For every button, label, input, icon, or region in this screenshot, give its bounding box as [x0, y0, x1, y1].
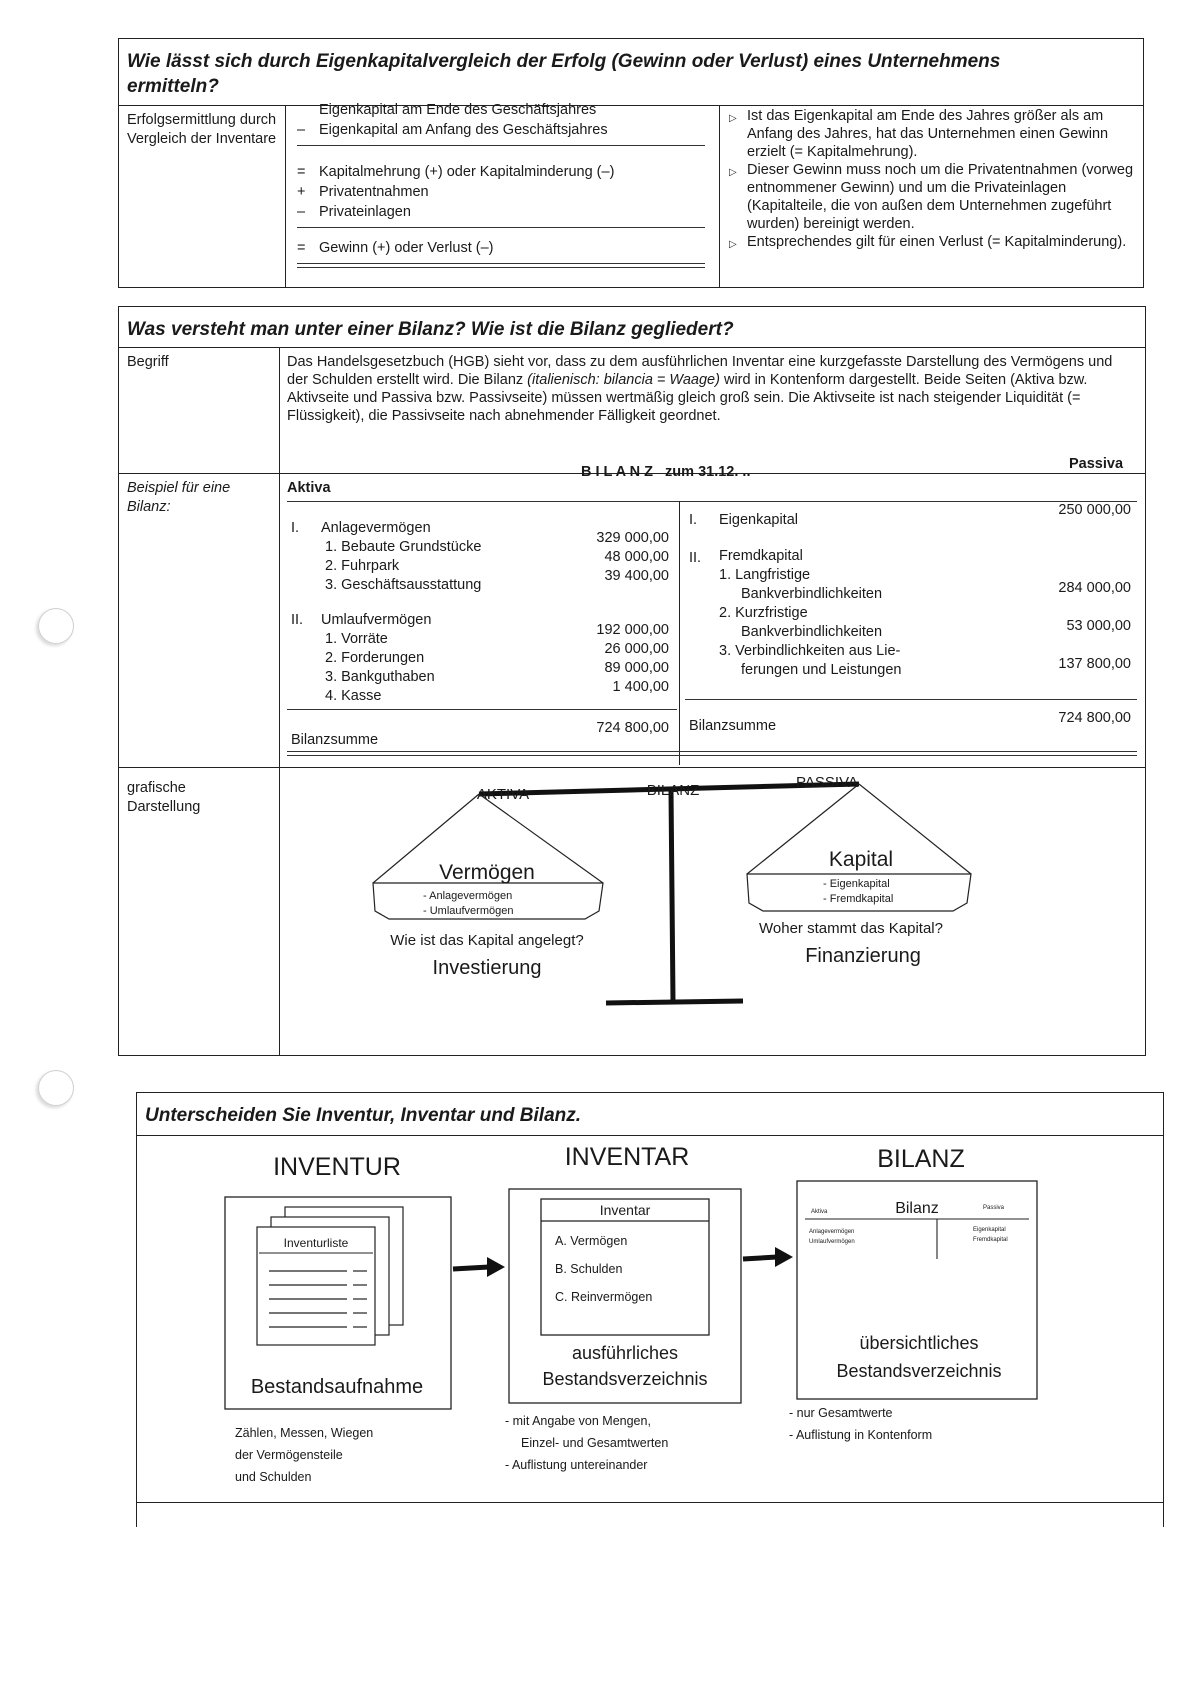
formula-line: Kapitalmehrung (+) oder Kapitalminderung (–): [319, 164, 615, 180]
passiva-value: 250 000,00: [1058, 502, 1131, 518]
mini-bilanz-left-item: Anlagevermögen: [809, 1229, 855, 1235]
diagram-passiva: PASSIVA: [796, 774, 858, 791]
aktiva-sum-label: Bilanzsumme: [291, 732, 379, 748]
passiva-value: 137 800,00: [1058, 656, 1131, 672]
inventur-inventar-bilanz-diagram: [137, 1137, 1161, 1527]
left-pan-item: - Anlagevermögen: [423, 890, 513, 902]
passiva-value: 284 000,00: [1058, 580, 1131, 596]
formula-line: Gewinn (+) oder Verlust (–): [319, 240, 494, 256]
inventar-box-item: A. Vermögen: [555, 1234, 628, 1248]
inventar-caption: Bestandsverzeichnis: [542, 1369, 708, 1389]
mini-bilanz-right-item: Fremdkapital: [973, 1237, 1008, 1243]
inventar-box-title: Inventar: [599, 1202, 651, 1218]
passiva-sum: 724 800,00: [1058, 710, 1131, 726]
row-label-beispiel: Beispiel für eine Bilanz:: [127, 480, 231, 515]
inventur-note: der Vermögensteile: [235, 1448, 343, 1462]
bilanz-caption: übersichtliches: [859, 1333, 979, 1353]
triangle-bullet-icon: ▷: [729, 113, 737, 124]
formula-line: Eigenkapital am Anfang des Geschäftsjahres: [319, 122, 608, 138]
aktiva-value: 192 000,00: [596, 622, 669, 638]
punch-hole-bottom: [38, 1070, 74, 1106]
aktiva-value: 1 400,00: [612, 679, 669, 695]
passiva-item: 1. Langfristige: [719, 567, 811, 583]
mini-bilanz-left-item: Umlaufvermögen: [809, 1239, 855, 1245]
formula-sign: –: [297, 122, 306, 138]
punch-hole-top: [38, 608, 74, 644]
begriff-paragraph: [287, 353, 1137, 425]
aktiva-item: 1. Vorräte: [325, 631, 388, 647]
aktiva-item: 2. Fuhrpark: [325, 558, 400, 574]
section-title: Was versteht man unter einer Bilanz? Wie ist die Bilanz gegliedert?: [127, 319, 734, 340]
mini-bilanz-aktiva: Aktiva: [811, 1209, 828, 1215]
mini-bilanz-right-item: Eigenkapital: [973, 1227, 1006, 1233]
aktiva-sum: 724 800,00: [596, 720, 669, 736]
bilanz-title: B I L A N Z zum 31.12. ..: [581, 464, 751, 480]
aktiva-value: 26 000,00: [604, 641, 669, 657]
passiva-item: ferungen und Leistungen: [741, 662, 902, 678]
passiva-item: 2. Kurzfristige: [719, 605, 808, 621]
aktiva-group: Anlagevermögen: [321, 520, 431, 536]
scale-base: [606, 1001, 743, 1003]
inventar-note: - mit Angabe von Mengen,: [505, 1414, 651, 1428]
aktiva-item: 3. Bankguthaben: [325, 669, 435, 685]
aktiva-item: 3. Geschäftsausstattung: [325, 577, 482, 593]
right-question: Woher stammt das Kapital?: [759, 920, 943, 937]
section-title: Wie lässt sich durch Eigenkapitalvergleich der Erfolg (Gewinn oder Verlust) eines Unternehmens ermitteln?: [127, 51, 1001, 97]
note-item: Dieser Gewinn muss noch um die Privatentnahmen (vorweg entnommener Gewinn) und um die Privateinlagen (Kapitalteile, die von außen dem Unternehmen zugeführt wurden) bereinigt werden.: [747, 162, 1134, 232]
inventurliste-label: Inventurliste: [283, 1236, 349, 1250]
section-bilanz-gliederung: [118, 306, 1146, 1056]
formula-sign: =: [297, 164, 306, 180]
bilanz-note: - nur Gesamtwerte: [789, 1406, 893, 1420]
formula-sign: =: [297, 240, 306, 256]
scale-pillar: [671, 791, 673, 1001]
left-question: Wie ist das Kapital angelegt?: [390, 932, 584, 949]
triangle-bullet-icon: ▷: [729, 167, 737, 178]
passiva-sum-label: Bilanzsumme: [689, 718, 777, 734]
aktiva-value: 48 000,00: [604, 549, 669, 565]
passiva-group-roman: I.: [689, 512, 698, 528]
left-pan-item: - Umlaufvermögen: [423, 905, 514, 917]
inventar-note: - Auflistung untereinander: [505, 1458, 648, 1472]
passiva-item: Bankverbindlichkeiten: [741, 624, 883, 640]
inventar-caption: ausführliches: [571, 1343, 679, 1363]
diagram-bilanz: BILANZ: [646, 782, 700, 799]
aktiva-item: 2. Forderungen: [325, 650, 425, 666]
triangle-bullet-icon: ▷: [729, 239, 737, 250]
aktiva-group-roman: I.: [291, 520, 300, 536]
note-item: Ist das Eigenkapital am Ende des Jahres größer als am Anfang des Jahres, hat das Unternehmen einen Gewinn erzielt (= Kapitalmehrung).: [747, 108, 1109, 160]
inventur-note: Zählen, Messen, Wiegen: [235, 1426, 374, 1440]
bilanz-heading: BILANZ: [877, 1145, 965, 1173]
row-label-begriff: Begriff: [127, 354, 169, 370]
bilanz-passiva-header: Passiva: [1069, 456, 1124, 472]
section-inventur-inventar-bilanz: [136, 1092, 1164, 1527]
mini-bilanz-title: Bilanz: [895, 1200, 939, 1217]
arrow-head-icon: [487, 1257, 505, 1277]
begriff-text-part: wird in Kontenform dargestellt. Beide Seiten (Aktiva bzw. Aktivseite und Passiva bzw. Passivseite) müssen wertmäßig gleich groß sein. Die Aktivseite ist nach steigender Liquidität (= Flüssigkeit), die Passivseite nach abnehmender Fälligkeit geordnet.: [287, 372, 1088, 424]
right-pan-title: Kapital: [828, 848, 894, 871]
bilanz-note: - Auflistung in Kontenform: [789, 1428, 933, 1442]
bilanz-caption: Bestandsverzeichnis: [836, 1361, 1002, 1381]
diagram-aktiva: AKTIVA: [476, 786, 530, 803]
arrow-right-icon: [743, 1257, 777, 1259]
aktiva-group: Umlaufvermögen: [321, 612, 432, 628]
section-erfolgsermittlung: [118, 38, 1144, 288]
inventur-note: und Schulden: [235, 1470, 312, 1484]
balance-scale-diagram: [281, 769, 1141, 1053]
inventar-heading: INVENTAR: [564, 1143, 690, 1171]
passiva-group-roman: II.: [689, 550, 702, 566]
aktiva-item: 1. Bebaute Grundstücke: [325, 539, 482, 555]
begriff-italic-part: (italienisch: bilancia = Waage): [527, 372, 720, 388]
right-caption: Finanzierung: [805, 945, 921, 967]
left-pan-title: Vermögen: [439, 861, 535, 884]
row-label-grafisch: grafische Darstellung: [127, 780, 201, 815]
mini-bilanz-passiva: Passiva: [983, 1205, 1005, 1211]
right-pan-item: - Fremdkapital: [823, 893, 894, 905]
bilanz-aktiva-header: Aktiva: [287, 480, 331, 496]
formula-line: Privateinlagen: [319, 204, 411, 220]
note-item: Entsprechendes gilt für einen Verlust (= Kapitalminderung).: [747, 234, 1127, 250]
left-caption: Investierung: [432, 957, 542, 979]
passiva-group: Fremdkapital: [719, 548, 803, 564]
inventar-box-item: B. Schulden: [555, 1262, 623, 1276]
formula-sign: –: [297, 204, 306, 220]
aktiva-value: 39 400,00: [604, 568, 669, 584]
aktiva-group-roman: II.: [291, 612, 304, 628]
formula-line: Eigenkapital am Ende des Geschäftsjahres: [319, 102, 597, 118]
row-label-erfolgsermittlung: Erfolgsermittlung durch Vergleich der Inventare: [127, 112, 277, 147]
aktiva-value: 89 000,00: [604, 660, 669, 676]
begriff-text-part: Das Handelsgesetzbuch (HGB) sieht vor, dass zu dem ausführlichen Inventar eine kurzgefasste Darstellung des Vermögens und der Schulden erstellt wird. Die Bilanz: [287, 354, 1113, 388]
formula-sign: +: [297, 184, 306, 200]
passiva-item: 3. Verbindlichkeiten aus Lie-: [719, 643, 901, 659]
inventar-note: Einzel- und Gesamtwerten: [521, 1436, 669, 1450]
arrow-head-icon: [775, 1247, 793, 1267]
passiva-item: Bankverbindlichkeiten: [741, 586, 883, 602]
arrow-right-icon: [453, 1267, 489, 1269]
inventur-caption: Bestandsaufnahme: [250, 1376, 424, 1398]
aktiva-item: 4. Kasse: [325, 688, 382, 704]
section-title: Unterscheiden Sie Inventur, Inventar und Bilanz.: [145, 1105, 582, 1126]
formula-line: Privatentnahmen: [319, 184, 429, 200]
inventur-heading: INVENTUR: [273, 1153, 401, 1181]
right-pan-item: - Eigenkapital: [823, 878, 890, 890]
passiva-value: 53 000,00: [1066, 618, 1131, 634]
passiva-group: Eigenkapital: [719, 512, 798, 528]
aktiva-value: 329 000,00: [596, 530, 669, 546]
inventar-box-item: C. Reinvermögen: [555, 1290, 653, 1304]
